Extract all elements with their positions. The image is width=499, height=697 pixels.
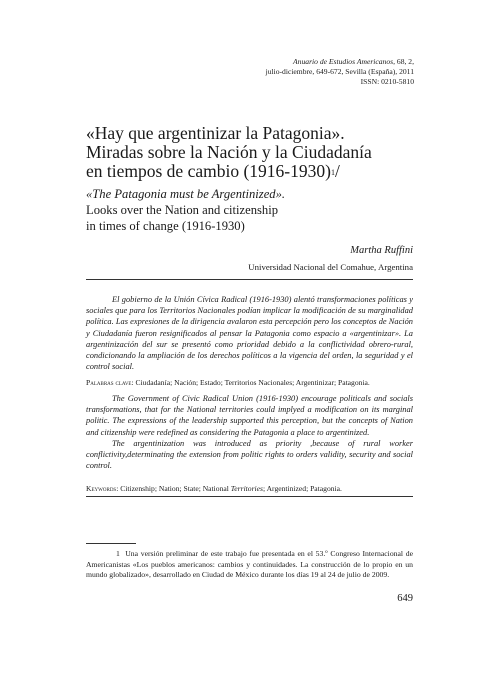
- keywords-en-text2: ; Argentinized; Patagonia.: [262, 484, 342, 493]
- keywords-english: [86, 484, 413, 494]
- abstract-spanish: [86, 294, 413, 372]
- title-line-2: Miradas sobre la Nación y la Ciudadanía: [86, 142, 372, 162]
- subtitle-line-1: «The Patagonia must be Argentinized».: [86, 187, 286, 201]
- footnote-number: 1: [116, 549, 120, 558]
- footnote: [86, 549, 413, 581]
- journal-name: Anuario de Estudios Americanos: [293, 57, 394, 66]
- keywords-es-text: Ciudadanía; Nación; Estado; Territorios Nacionales; Argentinizar; Patagonia.: [135, 378, 370, 387]
- journal-volume: , 68, 2,: [393, 57, 414, 66]
- title-footnote-mark[interactable]: 1: [330, 168, 335, 177]
- journal-citation-line: [154, 57, 414, 67]
- abstract-en-p1: The Government of Civic Radical Union (1916-1930) encourage politicals and socials transformations, that for the National territories could implyed a modification on its marginal politic. The expressions of the leadership supported this perception, but the concepts of Nation and citizenship were redefined as considering the Patagonia a place to argentinized.: [86, 394, 413, 437]
- journal-issn: ISSN: 0210-5810: [360, 77, 414, 86]
- title-line-1: «Hay que argentinizar la Patagonia».: [86, 123, 345, 143]
- title-line-3-wrap: [86, 162, 416, 181]
- keywords-en-text: Citizenship; Nation; State; National: [120, 484, 229, 493]
- journal-issue-line: julio-diciembre, 649-672, Sevilla (España), 2011: [265, 67, 414, 76]
- subtitle-line-3: in times of change (1916-1930): [86, 219, 245, 233]
- abstract-en-p2: The argentinization was introduced as priority ,because of rural worker conflictivity,determinating the extension from politic rights to orders validity, security and social control.: [86, 438, 413, 471]
- journal-header: [154, 57, 414, 87]
- article-title: [86, 124, 416, 181]
- title-line-3: en tiempos de cambio (1916-1930): [86, 161, 331, 181]
- keywords-en-label: Keywords:: [86, 484, 119, 493]
- keywords-en-italic: Territories: [230, 484, 263, 493]
- author-name: Martha Ruffini: [350, 245, 413, 256]
- bottom-divider: [86, 496, 413, 497]
- page-number: 649: [397, 593, 413, 604]
- subtitle-line-2: Looks over the Nation and citizenship: [86, 203, 279, 217]
- footnote-text: Una versión preliminar de este trabajo fue presentada en el 53.º Congreso Internacional de Americanistas «Los pueblos americanos: cambios y continuidades. La construcción de lo propio en un mundo globalizado», desarrollado en Ciudad de México durante los días 19 al 24 de julio de 2009.: [86, 549, 413, 579]
- top-divider: [86, 279, 413, 280]
- author-affiliation: Universidad Nacional del Comahue, Argentina: [248, 262, 413, 272]
- abstract-english: [86, 393, 413, 471]
- article-subtitle-en: [86, 186, 406, 234]
- keywords-es-label: Palabras clave:: [86, 378, 134, 387]
- footnote-separator: [86, 543, 136, 544]
- abstract-es-text: El gobierno de la Unión Cívica Radical (1916-1930) alentó transformaciones políticas y sociales que para los Territorios Nacionales podían implicar la modificación de su marginalidad política. Las expresiones de la dirigencia avalaron esta percepción pero los conceptos de Nación y Ciudadanía fueron resignificados al pensar la Patagonia como espacio a «argentinizar». La argentinización del sur se presentó como prioridad debido a la conflictividad obrero-rural, condicionando la ampliación de los derechos políticos a la vigencia del orden, la seguridad y el control social.: [86, 295, 413, 372]
- title-trail: /: [334, 161, 340, 181]
- keywords-spanish: [86, 378, 413, 388]
